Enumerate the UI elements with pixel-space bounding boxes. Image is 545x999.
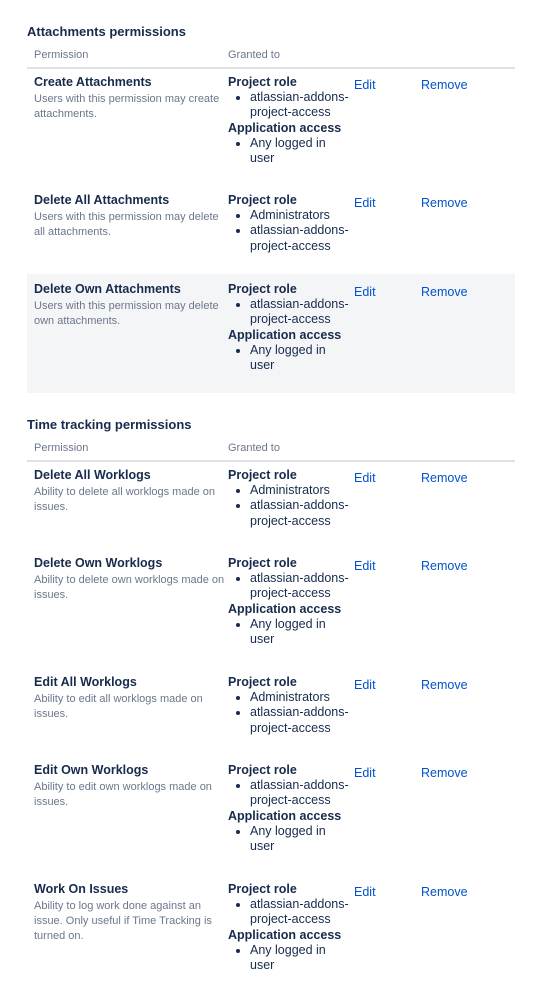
- grant-item: atlassian-addons-project-access: [250, 90, 353, 120]
- grant-type: Project role: [228, 675, 297, 689]
- grant-type: Application access: [228, 601, 342, 616]
- permission-row-create-attachments: [27, 75, 515, 185]
- edit-link[interactable]: Edit: [354, 678, 376, 692]
- column-header-granted: Granted to: [228, 49, 280, 61]
- permission-description: Ability to edit all worklogs made on issues.: [34, 693, 203, 720]
- permission-name: Delete All Worklogs: [34, 468, 151, 482]
- granted-to: [228, 468, 353, 529]
- table-header: [27, 438, 515, 462]
- permission-row-delete-own-worklogs: [27, 556, 515, 666]
- grant-item: atlassian-addons-project-access: [250, 498, 353, 528]
- permission-description: Users with this permission may create attachments.: [34, 93, 220, 120]
- granted-to: [228, 75, 353, 166]
- section-title-time-tracking: Time tracking permissions: [27, 417, 192, 432]
- column-header-permission: Permission: [34, 442, 89, 454]
- grant-item: Administrators: [250, 690, 353, 705]
- remove-link[interactable]: Remove: [421, 559, 468, 573]
- grant-item: Any logged in user: [250, 824, 353, 854]
- permission-name: Work On Issues: [34, 882, 129, 896]
- grant-type: Application access: [228, 327, 342, 342]
- grant-type: Project role: [228, 882, 297, 896]
- permission-description: Ability to delete own worklogs made on issues.: [34, 574, 225, 601]
- grant-type: Project role: [228, 556, 297, 570]
- grant-type: Application access: [228, 120, 342, 135]
- grant-item: atlassian-addons-project-access: [250, 705, 353, 735]
- grant-type: Project role: [228, 468, 297, 482]
- column-header-permission: Permission: [34, 49, 89, 61]
- edit-link[interactable]: Edit: [354, 78, 376, 92]
- grant-item: Any logged in user: [250, 617, 353, 647]
- permission-name: Edit All Worklogs: [34, 675, 137, 689]
- grant-item: Administrators: [250, 208, 353, 223]
- edit-link[interactable]: Edit: [354, 559, 376, 573]
- permission-description: Ability to delete all worklogs made on issues.: [34, 486, 215, 513]
- granted-to: [228, 193, 353, 254]
- permission-description: Users with this permission may delete own attachments.: [34, 300, 219, 327]
- remove-link[interactable]: Remove: [421, 196, 468, 210]
- permission-description: Ability to log work done against an issue. Only useful if Time Tracking is turned on.: [34, 900, 212, 942]
- permission-row-edit-all-worklogs: [27, 675, 515, 755]
- grant-type: Application access: [228, 808, 342, 823]
- granted-to: [228, 882, 353, 973]
- permission-row-edit-own-worklogs: [27, 763, 515, 873]
- edit-link[interactable]: Edit: [354, 471, 376, 485]
- permission-name: Edit Own Worklogs: [34, 763, 149, 777]
- permission-description: Users with this permission may delete all attachments.: [34, 211, 219, 238]
- permission-name: Delete Own Worklogs: [34, 556, 163, 570]
- section-title-attachments: Attachments permissions: [27, 24, 186, 39]
- granted-to: [228, 763, 353, 854]
- edit-link[interactable]: Edit: [354, 285, 376, 299]
- permission-row-delete-own-attachments: [27, 274, 515, 393]
- permission-row-delete-all-worklogs: [27, 468, 515, 548]
- column-header-granted: Granted to: [228, 442, 280, 454]
- remove-link[interactable]: Remove: [421, 78, 468, 92]
- remove-link[interactable]: Remove: [421, 285, 468, 299]
- permission-description: Ability to edit own worklogs made on issues.: [34, 781, 212, 808]
- granted-to: [228, 556, 353, 647]
- grant-type: Project role: [228, 193, 297, 207]
- grant-type: Project role: [228, 282, 297, 296]
- grant-item: Any logged in user: [250, 136, 353, 166]
- granted-to: [228, 282, 353, 373]
- permission-name: Delete Own Attachments: [34, 282, 181, 296]
- edit-link[interactable]: Edit: [354, 885, 376, 899]
- edit-link[interactable]: Edit: [354, 766, 376, 780]
- table-header: [27, 45, 515, 69]
- grant-type: Project role: [228, 763, 297, 777]
- grant-item: atlassian-addons-project-access: [250, 778, 353, 808]
- remove-link[interactable]: Remove: [421, 678, 468, 692]
- granted-to: [228, 675, 353, 736]
- grant-item: Any logged in user: [250, 943, 353, 973]
- remove-link[interactable]: Remove: [421, 471, 468, 485]
- grant-type: Project role: [228, 75, 297, 89]
- grant-type: Application access: [228, 927, 342, 942]
- edit-link[interactable]: Edit: [354, 196, 376, 210]
- grant-item: atlassian-addons-project-access: [250, 897, 353, 927]
- remove-link[interactable]: Remove: [421, 766, 468, 780]
- permission-row-delete-all-attachments: [27, 193, 515, 273]
- grant-item: Administrators: [250, 483, 353, 498]
- permission-name: Create Attachments: [34, 75, 152, 89]
- permission-row-work-on-issues: [27, 882, 515, 992]
- grant-item: atlassian-addons-project-access: [250, 223, 353, 253]
- grant-item: atlassian-addons-project-access: [250, 297, 353, 327]
- permission-name: Delete All Attachments: [34, 193, 170, 207]
- grant-item: Any logged in user: [250, 343, 353, 373]
- remove-link[interactable]: Remove: [421, 885, 468, 899]
- grant-item: atlassian-addons-project-access: [250, 571, 353, 601]
